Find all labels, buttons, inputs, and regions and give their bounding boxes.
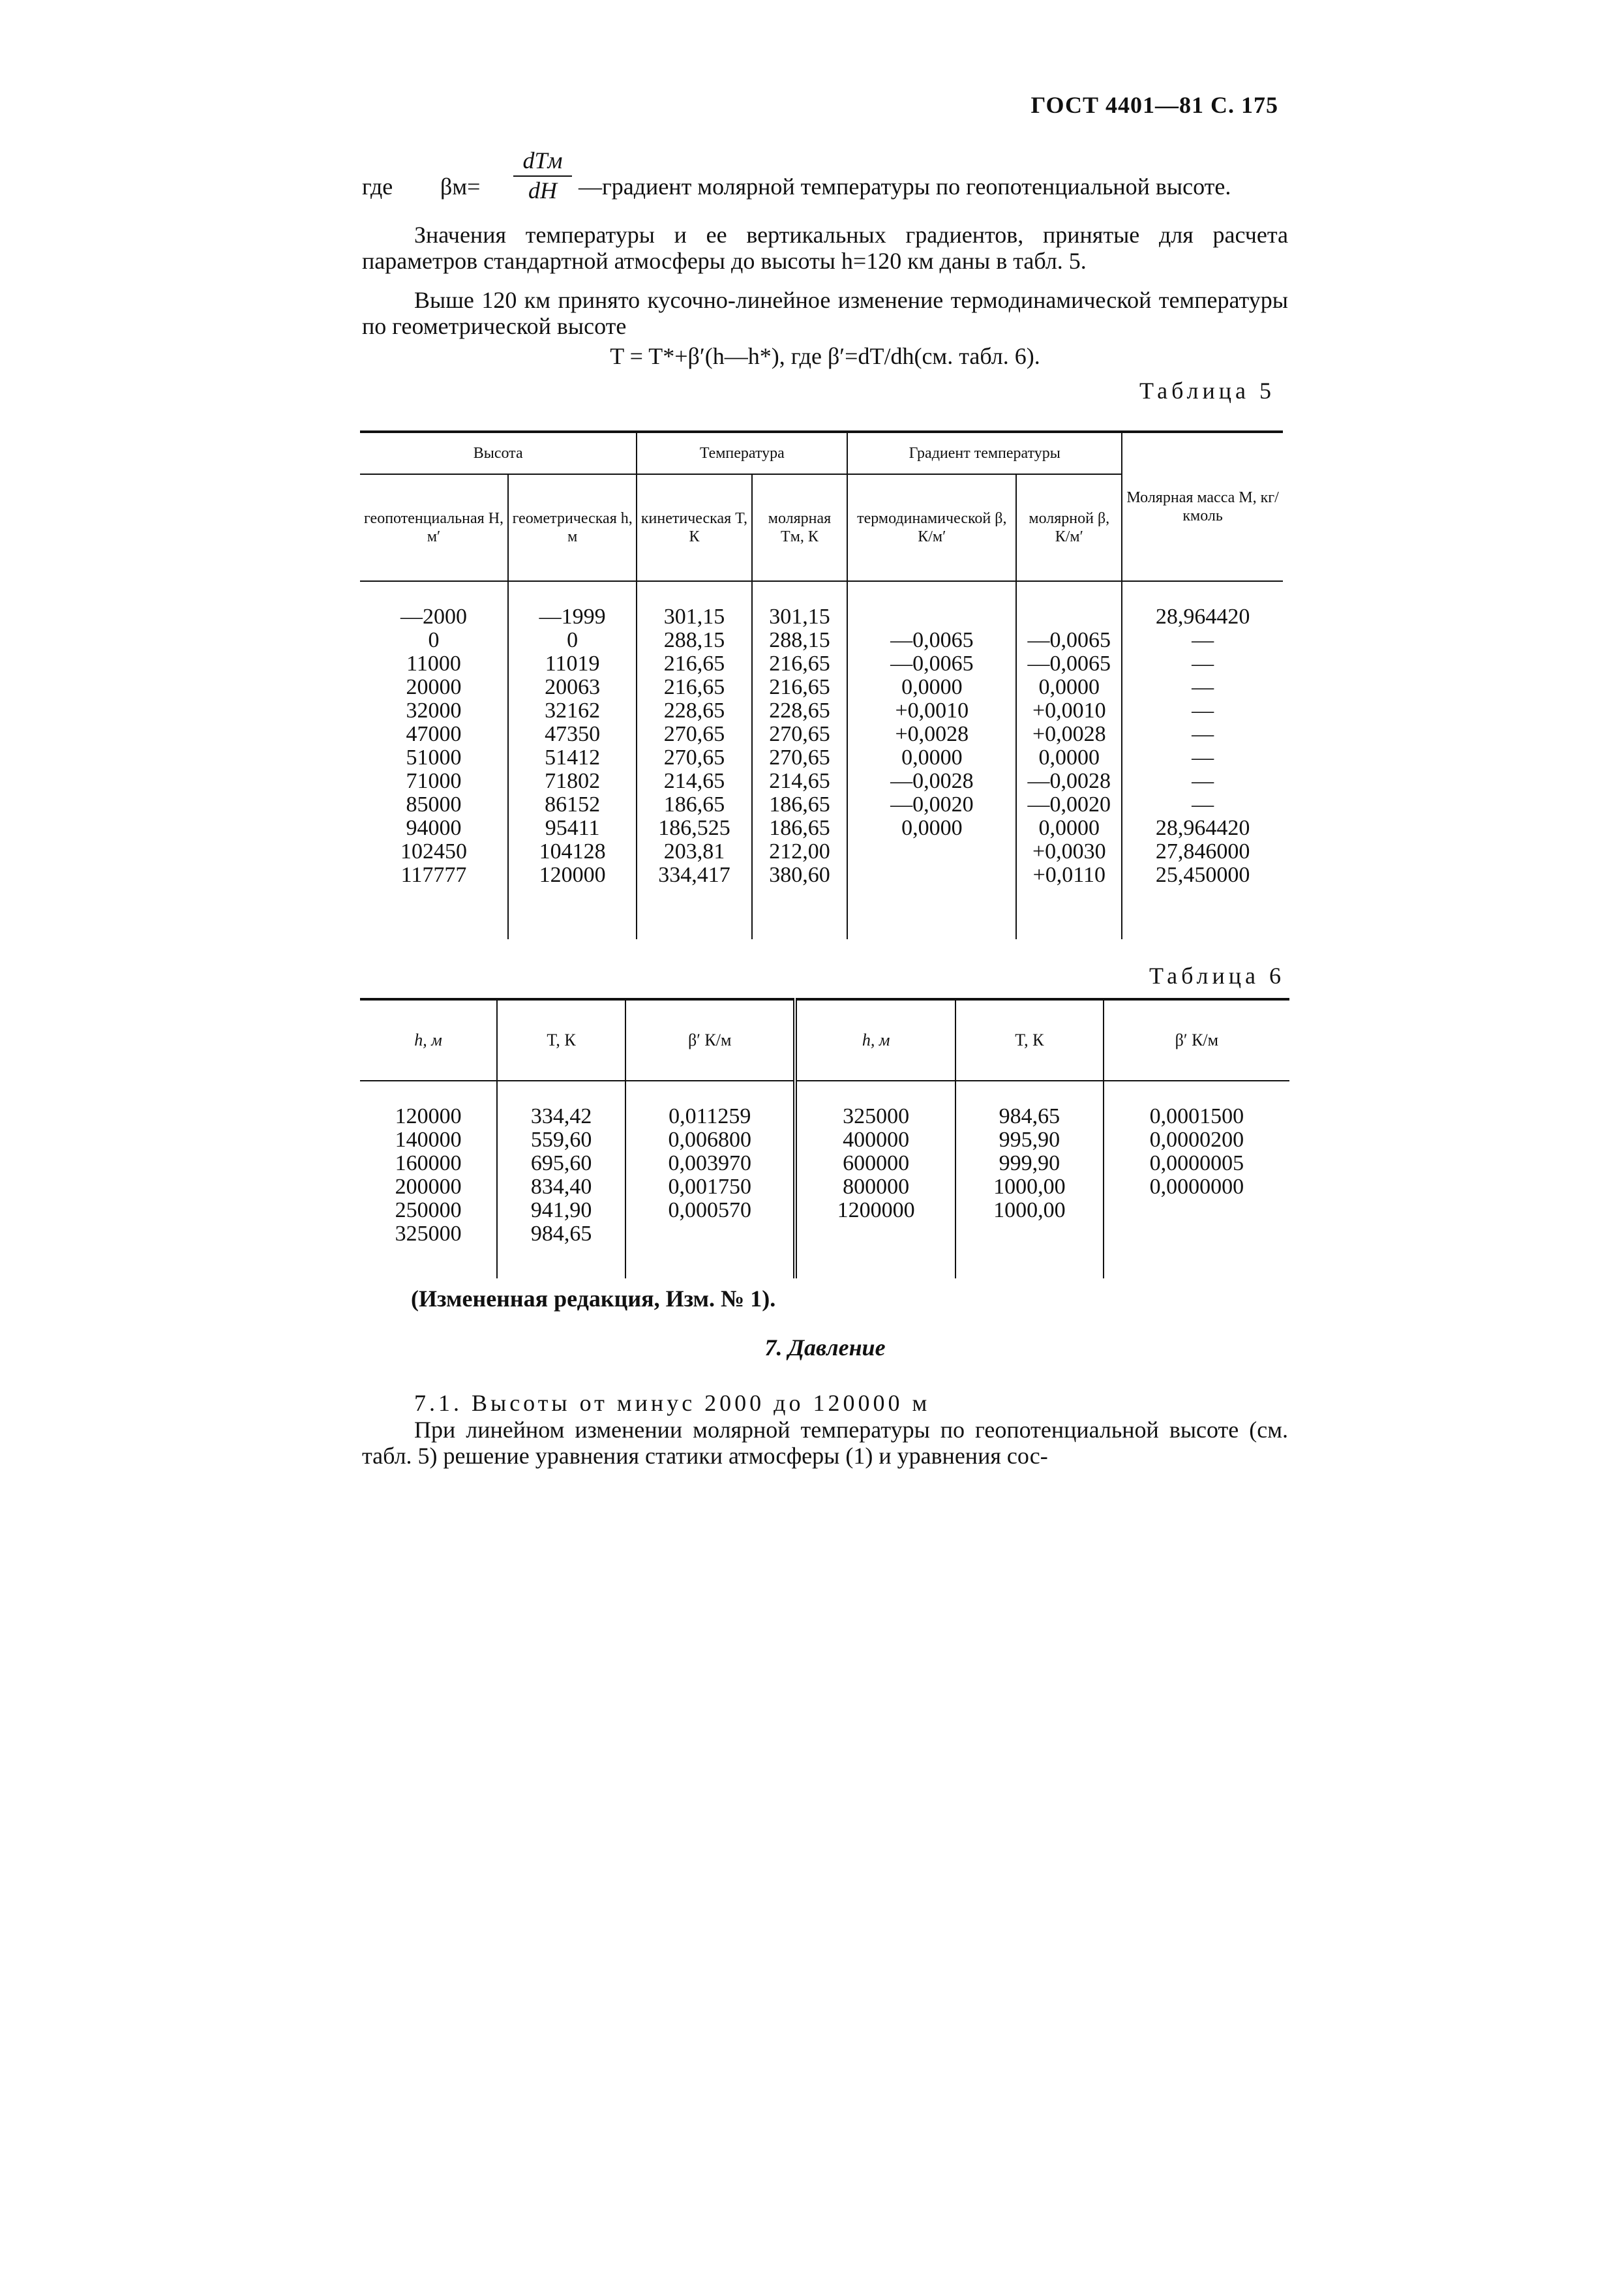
table5-cell: 288,15 [752,629,848,652]
table5-group-height: Высота [360,432,637,474]
formula-denominator: dH [528,177,557,203]
table5-cell: 228,65 [637,699,751,723]
table5-cell: +0,0110 [1016,864,1122,887]
table6-cell: 1000,00 [955,1199,1104,1222]
table5-cell: 20000 [360,676,508,699]
table5-cell: 95411 [508,817,637,840]
paragraph-pressure: При линейном изменении молярной температуры по геопотенциальной высоте (см. табл. 5) решение уравнения статики атмосферы (1) и уравнения сос- [362,1417,1288,1469]
page-header: ГОСТ 4401—81 С. 175 [1030,92,1278,118]
table6-cell: 0,0000005 [1104,1152,1289,1175]
table5-cell: 86152 [508,793,637,817]
table5-cell [847,864,1016,887]
table5-cell: 214,65 [752,770,848,793]
table6-cell: 695,60 [497,1152,625,1175]
table5-cell: — [1192,628,1214,652]
formula-description: —градиент молярной температуры по геопотенциальной высоте. [579,173,1231,200]
table5-row [360,699,1283,723]
table5-cell: 228,65 [752,699,848,723]
table5-cell: 0,0000 [847,746,1016,770]
table5-cell: 186,525 [637,817,751,840]
table5 [360,430,1283,939]
table5-cell: +0,0030 [1016,840,1122,864]
table5-cell: 270,65 [637,746,751,770]
table6-header-h-1: h, м [360,999,497,1081]
table5-header-geopotential: геопотенциальная H, м′ [360,474,508,581]
table5-cell: 25,450000 [1155,863,1250,887]
table5-cell: — [1192,699,1214,723]
table6-cell: 140000 [395,1128,462,1152]
table5-cell: 0,0000 [1016,817,1122,840]
table5-cell: 0,0000 [1016,746,1122,770]
formula-beta-m [362,147,1288,218]
table5-cell: 216,65 [637,652,751,676]
table5-cell: 380,60 [752,864,848,887]
table5-cell: 32162 [508,699,637,723]
table5-row [360,840,1283,864]
table6-cell [625,1222,795,1246]
table5-cell: —0,0028 [847,770,1016,793]
table5-cell: 11019 [508,652,637,676]
table5-cell: 270,65 [752,723,848,746]
table6-row [360,1152,1289,1175]
table5-cell: 47350 [508,723,637,746]
table6-cell: 984,65 [497,1222,625,1246]
table5-cell: 0,0000 [847,676,1016,699]
table5-cell: 71000 [360,770,508,793]
table5-cell: 212,00 [752,840,848,864]
table6-cell: 334,42 [497,1105,625,1128]
table5-cell: — [1192,792,1214,817]
formula-fraction [513,147,572,204]
table5-row [360,652,1283,676]
table6-row [360,1199,1289,1222]
table6-row [360,1175,1289,1199]
table5-row [360,676,1283,699]
table6-cell: 0,003970 [625,1152,795,1175]
table5-cell: 20063 [508,676,637,699]
table6-cell: 200000 [395,1175,462,1199]
table6-cell: 160000 [395,1151,462,1175]
table5-cell: 270,65 [637,723,751,746]
table6-cell: 325000 [795,1105,955,1128]
table5-cell: 203,81 [637,840,751,864]
table6-cell: 0,006800 [625,1128,795,1152]
table5-cell: —2000 [360,605,508,629]
table6-cell: 0,0001500 [1104,1105,1289,1128]
table5-cell: —0,0065 [847,652,1016,676]
table6-cell: 0,0000200 [1104,1128,1289,1152]
table6-cell: 941,90 [497,1199,625,1222]
table5-row [360,746,1283,770]
table6-cell: 400000 [795,1128,955,1152]
table5-cell: +0,0028 [847,723,1016,746]
table5-cell: — [1192,722,1214,746]
table6-cell: 0,000570 [625,1199,795,1222]
table5-cell [847,605,1016,629]
table6-caption: Таблица 6 [1149,963,1285,989]
table6-cell: 559,60 [497,1128,625,1152]
table5-cell: 117777 [360,864,508,887]
table5-cell: 120000 [508,864,637,887]
table5-cell: 71802 [508,770,637,793]
table5-cell: 51412 [508,746,637,770]
table6-row [360,1222,1289,1246]
table6-row [360,1105,1289,1128]
table5-cell: 51000 [360,746,508,770]
table5-cell: 104128 [508,840,637,864]
table6-cell: 0,0000000 [1104,1175,1289,1199]
table5-header-geometric: геометрическая h, м [508,474,637,581]
table5-row [360,864,1283,887]
table6 [360,998,1289,1278]
table5-cell: 28,964420 [1155,605,1250,629]
table6-cell: 999,90 [955,1152,1104,1175]
table6-cell [1104,1222,1289,1246]
table5-cell: 301,15 [637,605,751,629]
table5-cell: —0,0065 [1016,629,1122,652]
table5-cell: +0,0028 [1016,723,1122,746]
table6-cell: 250000 [395,1198,462,1222]
table5-cell: 270,65 [752,746,848,770]
table5-cell [847,840,1016,864]
formula-where: где [362,173,393,200]
table5-cell: 334,417 [637,864,751,887]
table5-cell [1016,605,1122,629]
table5-cell: 288,15 [637,629,751,652]
table5-group-gradient: Градиент температуры [847,432,1122,474]
table6-cell: 1000,00 [955,1175,1104,1199]
table6-header-t-2: T, К [955,999,1104,1081]
table6-row [360,1128,1289,1152]
table5-cell: —0,0020 [1016,793,1122,817]
table5-cell: 216,65 [752,652,848,676]
table5-cell: 0 [508,629,637,652]
table5-header-molar-mass: Молярная масса M, кг/кмоль [1122,432,1283,581]
paragraph-temperature-values: Значения температуры и ее вертикальных градиентов, принятые для расчета параметров стандартной атмосферы до высоты h=120 км даны в табл. 5. [362,222,1288,274]
table5-cell: —0,0020 [847,793,1016,817]
table6-cell [795,1222,955,1246]
table5-cell: —0,0028 [1016,770,1122,793]
subsection-heading: 7.1. Высоты от минус 2000 до 120000 м [414,1390,931,1416]
table6-header-h-2: h, м [795,999,955,1081]
table5-cell: 301,15 [752,605,848,629]
table6-cell: 120000 [395,1104,462,1128]
table5-header-thermo-gradient: термодинамической β, К/м′ [847,474,1016,581]
table6-cell: 600000 [795,1152,955,1175]
table5-cell: 186,65 [752,793,848,817]
table5-header-kinetic: кинетическая T, К [637,474,751,581]
formula-thermodynamic-temperature: T = T*+β′(h—h*), где β′=dT/dh(см. табл. 6). [610,343,1040,369]
table5-cell: — [1192,652,1214,676]
table5-cell: — [1192,769,1214,793]
table5-row [360,629,1283,652]
table5-cell: 85000 [360,793,508,817]
table6-header-beta-1: β′ К/м [625,999,795,1081]
table6-cell: 0,001750 [625,1175,795,1199]
table6-cell: 995,90 [955,1128,1104,1152]
table5-cell: 11000 [360,652,508,676]
section-title: 7. Давление [764,1334,886,1361]
table6-cell [1104,1199,1289,1222]
table5-cell: 28,964420 [1155,816,1250,840]
table5-cell: 0,0000 [1016,676,1122,699]
table5-cell: — [1192,746,1214,770]
table5-row [360,605,1283,629]
table5-cell: 186,65 [752,817,848,840]
table6-cell: 800000 [795,1175,955,1199]
table5-cell: 94000 [360,817,508,840]
table6-cell: 325000 [395,1222,462,1246]
table5-cell: —0,0065 [1016,652,1122,676]
amendment-note: (Измененная редакция, Изм. № 1). [411,1286,776,1312]
table5-cell: —0,0065 [847,629,1016,652]
formula-beta-symbol: βм= [440,173,481,200]
table5-row [360,770,1283,793]
formula-numerator: dTм [513,147,572,177]
table5-header-molar-gradient: молярной β, К/м′ [1016,474,1122,581]
table6-cell: 1200000 [795,1199,955,1222]
table6-header-beta-2: β′ К/м [1104,999,1289,1081]
table5-row [360,793,1283,817]
table5-cell: 216,65 [752,676,848,699]
table5-row [360,817,1283,840]
table5-cell: 27,846000 [1155,839,1250,864]
table5-row [360,723,1283,746]
table5-cell: 102450 [360,840,508,864]
table5-cell: 0,0000 [847,817,1016,840]
table5-caption: Таблица 5 [1139,378,1275,404]
table6-cell: 834,40 [497,1175,625,1199]
table5-cell: +0,0010 [1016,699,1122,723]
paragraph-piecewise-linear: Выше 120 км принято кусочно-линейное изменение термодинамической температуры по геометрической высоте [362,287,1288,339]
table5-header-molar-temp: молярная Tм, К [752,474,848,581]
table5-cell: 32000 [360,699,508,723]
table5-group-temperature: Температура [637,432,847,474]
table5-cell: 214,65 [637,770,751,793]
table6-cell: 0,011259 [625,1105,795,1128]
table6-header-t-1: T, К [497,999,625,1081]
table6-cell [955,1222,1104,1246]
table5-cell: 216,65 [637,676,751,699]
table5-cell: — [1192,675,1214,699]
table5-cell: —1999 [508,605,637,629]
table5-cell: +0,0010 [847,699,1016,723]
table5-cell: 47000 [360,723,508,746]
table5-cell: 0 [360,629,508,652]
table6-cell: 984,65 [955,1105,1104,1128]
table5-cell: 186,65 [637,793,751,817]
